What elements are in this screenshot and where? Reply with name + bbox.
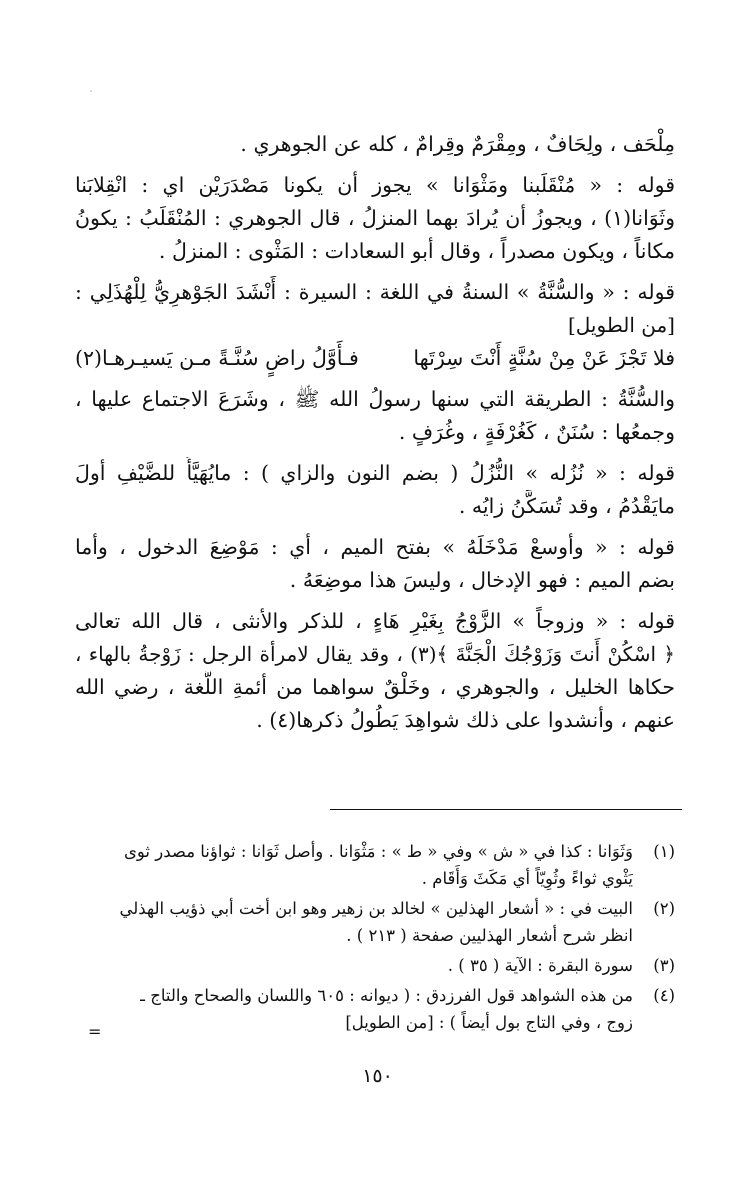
footnote	[75, 838, 675, 892]
footnote-text	[75, 982, 633, 1036]
footnote	[75, 982, 675, 1036]
footnotes	[75, 838, 675, 1036]
footnote-text	[75, 895, 633, 949]
text-line: عنهم ، وأنشدوا على ذلك شواهِدَ يَطُولُ ذكرها(٤) .	[256, 708, 675, 732]
footnote-divider	[330, 809, 682, 810]
page-speck	[90, 90, 92, 92]
footnote-line: انظر شرح أشعار الهذليين صفحة ( ٢١٣ ) .	[346, 926, 633, 945]
page-number: ١٥٠	[362, 1065, 393, 1087]
footnote-line: سورة البقرة : الآية ( ٣٥ ) .	[447, 956, 633, 975]
text-line: قوله : « وأوسعْ مَدْخَلَهُ » بفتح الميم ، أي : مَوْضِعَ الدخول ، وأما	[75, 535, 675, 559]
text-line: وجمعُها : سُنَنٌ ، كَغُرْفَةٍ ، وغُرَفٍ .	[398, 420, 675, 444]
footnote-line: يَثْوي ثواءً وثُوِيّاً أي مَكَثَ وَأَقَام .	[421, 869, 633, 888]
text-line: قوله : « مُنْقَلَبنا ومَثْوَانا » يجوز أن يكونا مَصْدَرَيْن اي : انْقِلابَنا	[75, 173, 675, 197]
footnote-text	[75, 838, 633, 892]
continuation-mark: =	[88, 1022, 102, 1041]
text-line: قوله : « وزوجاً » الزَّوْجُ بِغَيْرِ هَاءٍ ، للذكر والأنثى ، قال الله تعالى	[75, 609, 675, 633]
text-line: قوله : « والسُّنَّةُ » السنةُ في اللغة : السيرة : أَنْشَدَ الجَوْهرِيُّ لِلْهُذَلِي :	[75, 280, 675, 304]
footnote	[75, 895, 675, 949]
footnote-number: (١)	[653, 842, 675, 861]
footnote-number: (٢)	[653, 899, 675, 918]
footnote-number: (٤)	[653, 986, 675, 1005]
verse-second-hemistich: فـأَوَّلُ راضٍ سُنَّـةً مـن يَسيـرهـا(٢)	[75, 346, 359, 370]
meter-label: [من الطويل]	[567, 313, 675, 337]
footnote	[75, 952, 675, 979]
text-line: مكاناً ، ويكون مصدراً ، وقال أبو السعادات : المَثْوى : المنزلُ .	[158, 239, 675, 263]
text-line: والسُّنَّةُ : الطريقة التي سنها رسولُ الله ﷺ ، وشَرَعَ الاجتماع عليها ،	[75, 387, 675, 411]
footnote-line: زوج ، وفي التاج بول أيضاً ) : [من الطويل]	[345, 1013, 633, 1032]
text-line: ﴿ اسْكُنْ أَنتَ وَزَوْجُكَ الْجَنَّةَ ﴾(٣) ، وقد يقال لامرأة الرجل : زَوْجةُ بالهاء ،	[75, 642, 675, 666]
verse-first-hemistich: فلا تَجْزَ عَنْ مِنْ سُنَّةٍ أَنْتَ سِرْتَها	[413, 346, 675, 370]
text-line: قوله : « نُزُله » النُّزُلُ ( بضم النون والزاي ) : مايُهَيَّأُ للضَّيْفِ أولَ	[75, 461, 675, 485]
footnote-line: من هذه الشواهد قول الفرزدق : ( ديوانه : ٦٠٥ واللسان والصحاح والتاج ـ	[140, 986, 633, 1005]
text-line: حكاها الخليل ، والجوهري ، وخَلْقٌ سواهما من أئمةِ اللُّغة ، رضي الله	[75, 675, 675, 699]
text-line: مايَقْدُمُ ، وقد تُسَكَّنُ زايُه .	[458, 494, 675, 518]
text-line: مِلْحَف ، ولِحَافٌ ، ومِقْرَمٌ وقِرامٌ ، كله عن الجوهري .	[240, 132, 675, 156]
main-text	[75, 128, 675, 737]
text-line: بضم الميم : فهو الإدخال ، وليسَ هذا موضِعَهُ .	[289, 568, 675, 592]
footnote-text	[75, 952, 633, 979]
footnote-number: (٣)	[653, 956, 675, 975]
footnote-line: البيت في : « أشعار الهذلين » لخالد بن زهير وهو ابن أخت أبي ذؤيب الهذلي	[119, 899, 633, 918]
text-line: وثَوَانا(١) ، ويجوزُ أن يُرادَ بهما المنزلُ ، قال الجوهري : المُنْقَلَبُ : يكونُ	[75, 206, 675, 230]
footnote-line: وَثَوَانا : كذا في « ش » وفي « ط » : مَثْوَانا . وأصل ثَوَانا : ثواؤنا مصدر ثوى	[123, 842, 633, 861]
poem-verse	[75, 342, 675, 375]
